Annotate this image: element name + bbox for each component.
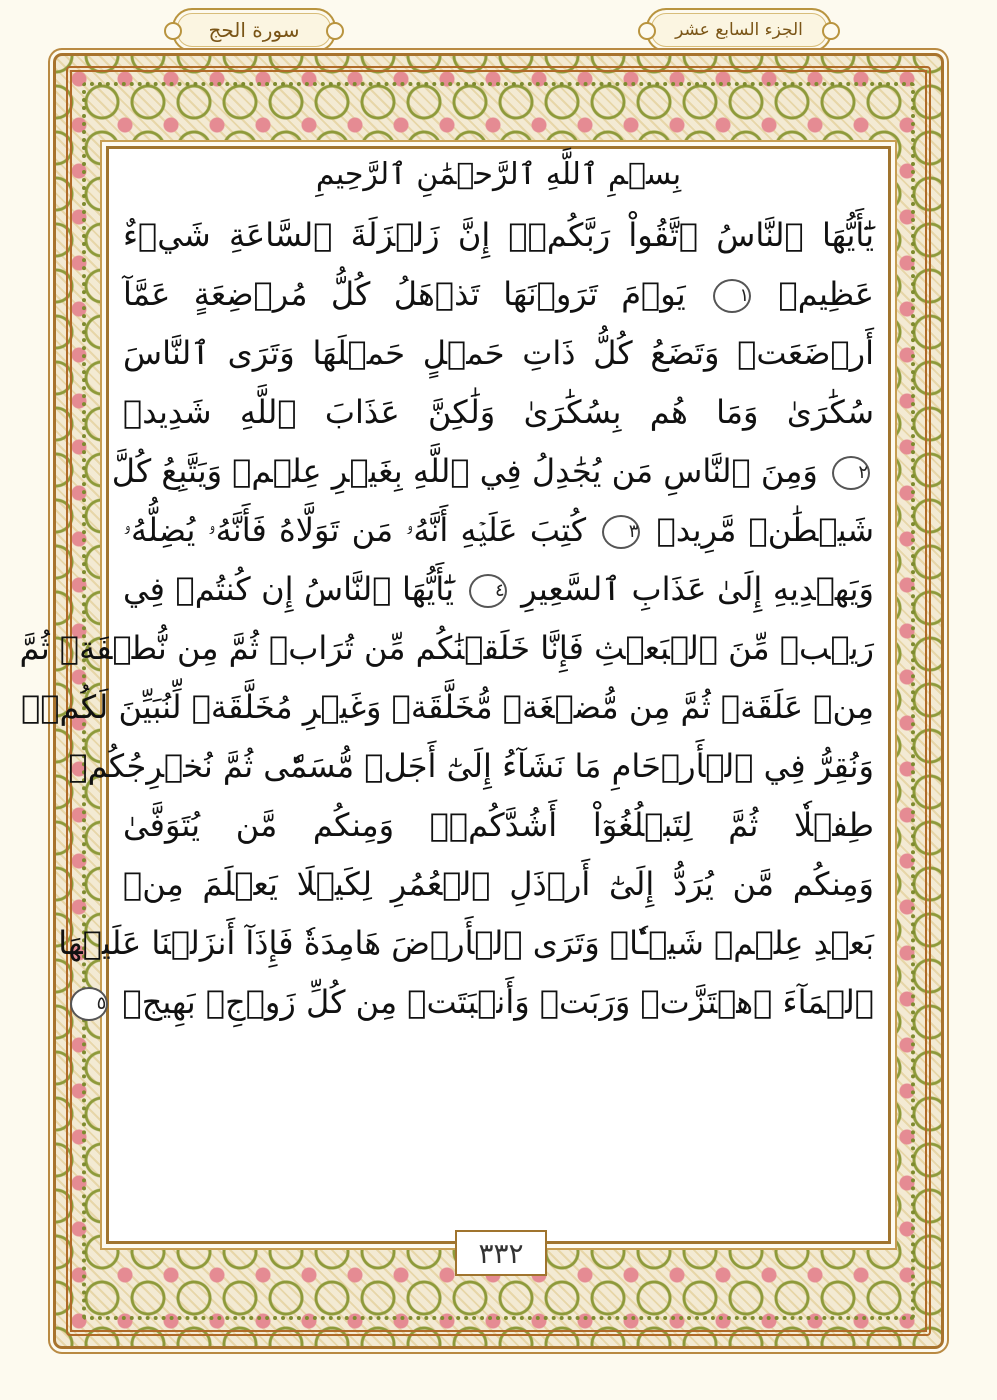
ayah-number-marker: ٢ bbox=[832, 456, 870, 490]
verse-line bbox=[123, 856, 874, 912]
surah-name-text: سورة الحج bbox=[208, 18, 300, 42]
verse-text: بَعۡدِ عِلۡمٖ شَيۡـٔٗاۚ وَتَرَى ٱلۡأَرۡضَ هَامِدَةٗ فَإِذَآ أَنزَلۡنَا عَلَيۡهَا bbox=[58, 924, 874, 962]
ayah-number-marker: ٥ bbox=[70, 987, 108, 1021]
verse-text: وَمِنكُم مَّن يُرَدُّ إِلَىٰٓ أَرۡذَلِ ٱلۡعُمُرِ لِكَيۡلَا يَعۡلَمَ مِنۢ bbox=[123, 865, 874, 903]
verse-line bbox=[123, 502, 874, 558]
verse-text: عَظِيمٞ bbox=[778, 275, 875, 313]
verse-line bbox=[123, 207, 874, 263]
juz-name-text: الجزء السابع عشر bbox=[675, 20, 803, 40]
verse-text: سُكَٰرَىٰ وَمَا هُم بِسُكَٰرَىٰ وَلَٰكِنَّ عَذَابَ ٱللَّهِ شَدِيدٞ bbox=[123, 393, 874, 431]
verse-text: يَٰٓأَيُّهَا ٱلنَّاسُ إِن كُنتُمۡ فِي bbox=[123, 570, 455, 608]
verse-line bbox=[19, 620, 874, 676]
quran-text-panel bbox=[19, 146, 891, 1244]
verse-text: رَيۡبٖ مِّنَ ٱلۡبَعۡثِ فَإِنَّا خَلَقۡنَٰكُم مِّن تُرَابٖ ثُمَّ مِن نُّطۡفَةٖ ثُمَّ bbox=[19, 629, 874, 667]
verse-text: يَٰٓأَيُّهَا ٱلنَّاسُ ٱتَّقُواْ رَبَّكُمۡۚ إِنَّ زَلۡزَلَةَ ٱلسَّاعَةِ شَيۡءٌ bbox=[123, 216, 875, 254]
verse-line bbox=[96, 974, 874, 1030]
verse-text: أَرۡضَعَتۡ وَتَضَعُ كُلُّ ذَاتِ حَمۡلٍ حَمۡلَهَا وَتَرَى ٱلنَّاسَ bbox=[123, 334, 874, 372]
page-number bbox=[455, 1230, 547, 1276]
verse-text: ٱلۡمَآءَ ٱهۡتَزَّتۡ وَرَبَتۡ وَأَنۢبَتَتۡ مِن كُلِّ زَوۡجِۭ بَهِيجٖ bbox=[122, 983, 874, 1021]
verse-text: وَيَهۡدِيهِ إِلَىٰ عَذَابِ ٱلسَّعِيرِ bbox=[521, 570, 874, 608]
verse-text: وَمِنَ ٱلنَّاسِ مَن يُجَٰدِلُ فِي ٱللَّهِ بِغَيۡرِ عِلۡمٖ وَيَتَّبِعُ كُلَّ bbox=[111, 452, 818, 490]
juz-name-label bbox=[646, 8, 832, 52]
verse-text: كُتِبَ عَلَيۡهِ أَنَّهُۥ مَن تَوَلَّاهُ فَأَنَّهُۥ يُضِلُّهُۥ bbox=[123, 511, 587, 549]
verse-line bbox=[68, 738, 874, 794]
verse-line bbox=[21, 679, 874, 735]
surah-name-label bbox=[172, 8, 336, 52]
verse-line bbox=[123, 325, 874, 381]
verse-line bbox=[123, 384, 874, 440]
verse-text: وَنُقِرُّ فِي ٱلۡأَرۡحَامِ مَا نَشَآءُ إِلَىٰٓ أَجَلٖ مُّسَمّٗى ثُمَّ نُخۡرِجُكُمۡ bbox=[68, 747, 874, 785]
verse-line bbox=[111, 443, 874, 499]
verse-text: مِنۡ عَلَقَةٖ ثُمَّ مِن مُّضۡغَةٖ مُّخَلَّقَةٖ وَغَيۡرِ مُخَلَّقَةٖ لِّنُبَيِّنَ لَكُمۡۚ bbox=[21, 688, 874, 726]
verse-text: طِفۡلٗا ثُمَّ لِتَبۡلُغُوٓاْ أَشُدَّكُمۡۖ وَمِنكُم مَّن يُتَوَفَّىٰ bbox=[123, 806, 874, 844]
ayah-number-marker: ٤ bbox=[469, 574, 507, 608]
ayah-number-marker: ٣ bbox=[602, 515, 640, 549]
verse-line bbox=[58, 915, 874, 971]
page-number-text: ٣٣٢ bbox=[478, 1236, 524, 1270]
verse-line bbox=[123, 561, 874, 617]
verse-text: شَيۡطَٰنٖ مَّرِيدٖ bbox=[656, 511, 875, 549]
verse-line bbox=[123, 797, 874, 853]
ayah-number-marker: ١ bbox=[713, 279, 751, 313]
verse-line bbox=[123, 266, 874, 322]
basmala: بِسۡمِ ٱللَّهِ ٱلرَّحۡمَٰنِ ٱلرَّحِيمِ bbox=[315, 157, 682, 192]
verse-text: يَوۡمَ تَرَوۡنَهَا تَذۡهَلُ كُلُّ مُرۡضِعَةٍ عَمَّآ bbox=[123, 275, 686, 313]
